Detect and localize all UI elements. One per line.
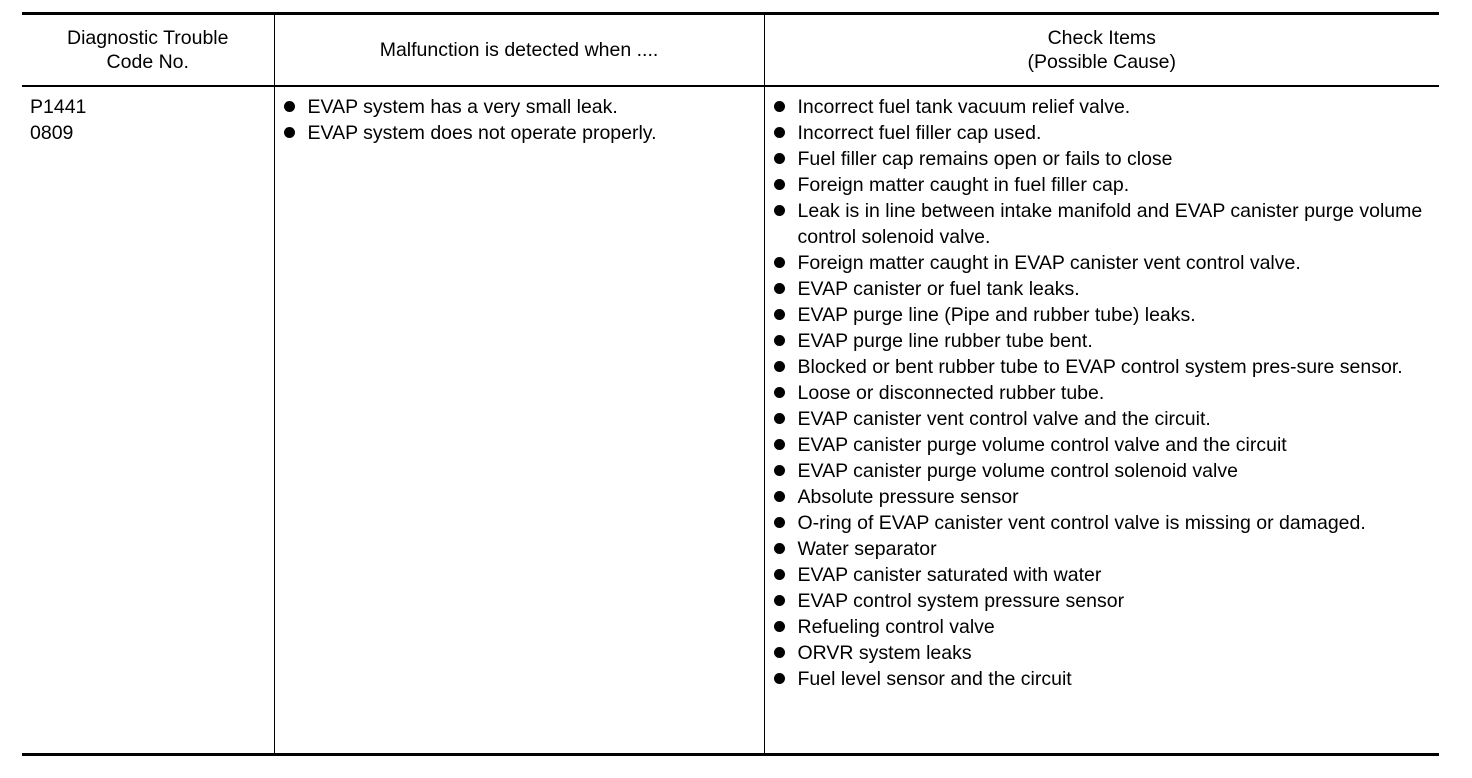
malfunction-list bbox=[281, 94, 758, 146]
check-items-cell bbox=[764, 86, 1439, 755]
header-code-line: Code No. bbox=[106, 51, 189, 73]
check-item-text: Fuel filler cap remains open or fails to close bbox=[797, 148, 1173, 170]
check-item bbox=[771, 328, 1434, 354]
check-item bbox=[771, 510, 1434, 536]
check-item-text: ORVR system leaks bbox=[797, 642, 972, 664]
malfunction-item bbox=[281, 94, 758, 120]
check-item bbox=[771, 198, 1434, 250]
check-item bbox=[771, 250, 1434, 276]
code-cell bbox=[22, 86, 274, 755]
check-item-text: EVAP canister saturated with water bbox=[797, 564, 1102, 586]
dtc-code: P1441 bbox=[30, 96, 87, 118]
bullet-icon bbox=[774, 517, 785, 528]
check-item bbox=[771, 120, 1434, 146]
table-row bbox=[22, 86, 1439, 755]
check-item-text: Leak is in line between intake manifold and EVAP canister purge volume control solenoid valve. bbox=[797, 200, 1423, 248]
header-malfunction bbox=[274, 14, 764, 87]
check-item-text: EVAP canister or fuel tank leaks. bbox=[797, 278, 1080, 300]
bullet-icon bbox=[774, 335, 785, 346]
bullet-icon bbox=[774, 543, 785, 554]
check-item bbox=[771, 666, 1434, 692]
header-code-no bbox=[22, 14, 274, 87]
check-item bbox=[771, 380, 1434, 406]
check-item-text: Foreign matter caught in fuel filler cap. bbox=[797, 174, 1130, 196]
bullet-icon bbox=[774, 569, 785, 580]
check-item bbox=[771, 432, 1434, 458]
bullet-icon bbox=[774, 621, 785, 632]
bullet-icon bbox=[284, 127, 295, 138]
check-item bbox=[771, 484, 1434, 510]
bullet-icon bbox=[774, 179, 785, 190]
dtc-code: 0809 bbox=[30, 122, 74, 144]
bullet-icon bbox=[284, 101, 295, 112]
bullet-icon bbox=[774, 647, 785, 658]
malfunction-cell bbox=[274, 86, 764, 755]
check-item-text: EVAP canister purge volume control solenoid valve bbox=[797, 460, 1238, 482]
check-item bbox=[771, 354, 1434, 380]
check-item-text: Incorrect fuel tank vacuum relief valve. bbox=[797, 96, 1131, 118]
check-item bbox=[771, 302, 1434, 328]
check-item-text: EVAP control system pressure sensor bbox=[797, 590, 1125, 612]
bullet-icon bbox=[774, 127, 785, 138]
check-item bbox=[771, 562, 1434, 588]
bullet-icon bbox=[774, 491, 785, 502]
bullet-icon bbox=[774, 595, 785, 606]
bullet-icon bbox=[774, 205, 785, 216]
bullet-icon bbox=[774, 439, 785, 450]
check-item-text: Incorrect fuel filler cap used. bbox=[797, 122, 1042, 144]
bullet-icon bbox=[774, 283, 785, 294]
bullet-icon bbox=[774, 387, 785, 398]
bullet-icon bbox=[774, 361, 785, 372]
dtc-table-wrapper bbox=[22, 12, 1439, 756]
check-item-text: EVAP canister vent control valve and the circuit. bbox=[797, 408, 1211, 430]
check-item-text: Absolute pressure sensor bbox=[797, 486, 1019, 508]
bullet-icon bbox=[774, 257, 785, 268]
bullet-icon bbox=[774, 673, 785, 684]
malfunction-item bbox=[281, 120, 758, 146]
header-row bbox=[22, 14, 1439, 87]
check-item-text: Refueling control valve bbox=[797, 616, 995, 638]
check-item bbox=[771, 458, 1434, 484]
malfunction-item-text: EVAP system has a very small leak. bbox=[307, 96, 618, 118]
bullet-icon bbox=[774, 413, 785, 424]
malfunction-item-text: EVAP system does not operate properly. bbox=[307, 122, 657, 144]
check-item bbox=[771, 536, 1434, 562]
check-item-text: EVAP canister purge volume control valve and the circuit bbox=[797, 434, 1287, 456]
header-check-line: Check Items bbox=[1047, 27, 1156, 49]
check-item bbox=[771, 640, 1434, 666]
check-item bbox=[771, 146, 1434, 172]
check-item bbox=[771, 588, 1434, 614]
header-check-items bbox=[764, 14, 1439, 87]
dtc-table bbox=[22, 12, 1439, 756]
check-item bbox=[771, 614, 1434, 640]
bullet-icon bbox=[774, 153, 785, 164]
check-item-text: O-ring of EVAP canister vent control valve is missing or damaged. bbox=[797, 512, 1366, 534]
header-check-line: (Possible Cause) bbox=[1027, 51, 1176, 73]
check-item-text: Water separator bbox=[797, 538, 937, 560]
header-code-line: Diagnostic Trouble bbox=[66, 27, 229, 49]
bullet-icon bbox=[774, 309, 785, 320]
check-item-text: Loose or disconnected rubber tube. bbox=[797, 382, 1105, 404]
check-item bbox=[771, 172, 1434, 198]
bullet-icon bbox=[774, 465, 785, 476]
check-item bbox=[771, 276, 1434, 302]
bullet-icon bbox=[774, 101, 785, 112]
check-item-text: Blocked or bent rubber tube to EVAP control system pres-sure sensor. bbox=[797, 356, 1403, 378]
check-item-text: Foreign matter caught in EVAP canister vent control valve. bbox=[797, 252, 1301, 274]
check-item-text: Fuel level sensor and the circuit bbox=[797, 668, 1072, 690]
header-malfunction-line: Malfunction is detected when .... bbox=[379, 39, 659, 61]
check-items-list bbox=[771, 94, 1434, 692]
check-item bbox=[771, 406, 1434, 432]
check-item bbox=[771, 94, 1434, 120]
check-item-text: EVAP purge line (Pipe and rubber tube) leaks. bbox=[797, 304, 1196, 326]
check-item-text: EVAP purge line rubber tube bent. bbox=[797, 330, 1093, 352]
